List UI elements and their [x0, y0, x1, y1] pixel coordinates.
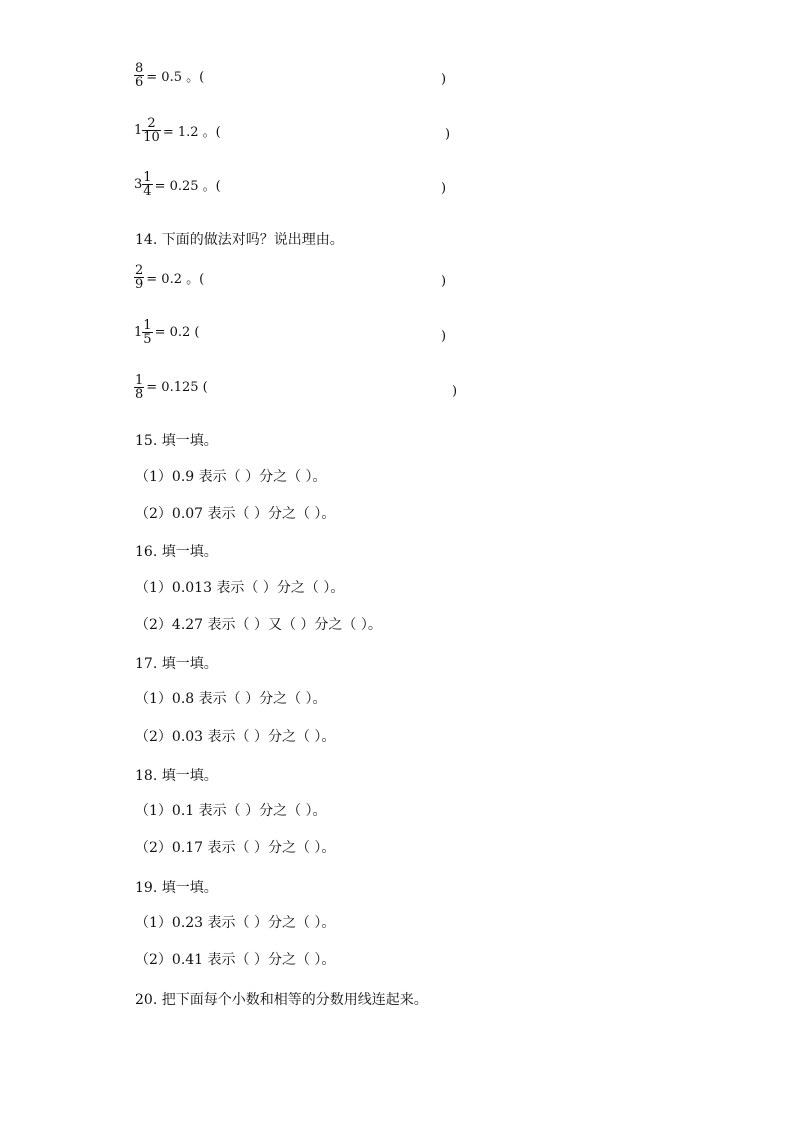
question-18-item-1: （1）0.1 表示（ ）分之（ ）。	[135, 803, 327, 819]
answer-paren-close: )	[441, 329, 447, 344]
denominator: 5	[143, 332, 152, 347]
answer-paren-close: )	[445, 127, 451, 142]
question-17-title: 17. 填一填。	[135, 656, 218, 672]
denominator: 10	[143, 130, 160, 145]
whole-number: 1	[134, 325, 143, 340]
answer-paren-close: )	[441, 72, 447, 87]
numerator: 8	[135, 61, 144, 76]
question-17-item-2: （2）0.03 表示（ ）分之（ ）。	[135, 729, 336, 745]
fraction-statement-2	[134, 117, 221, 144]
fraction	[134, 62, 144, 89]
statement-text: = 0.2 。(	[146, 272, 205, 287]
denominator: 4	[143, 184, 152, 199]
question-19-item-1: （1）0.23 表示（ ）分之（ ）。	[135, 915, 336, 931]
question-18-item-2: （2）0.17 表示（ ）分之（ ）。	[135, 840, 336, 856]
question-20-title: 20. 把下面每个小数和相等的分数用线连起来。	[135, 992, 428, 1008]
question-15-item-2: （2）0.07 表示（ ）分之（ ）。	[135, 506, 336, 522]
whole-number: 3	[134, 177, 143, 192]
denominator: 6	[135, 75, 144, 90]
question-17-item-1: （1）0.8 表示（ ）分之（ ）。	[135, 691, 327, 707]
question-14-title: 14. 下面的做法对吗？说出理由。	[135, 232, 344, 248]
numerator: 2	[135, 263, 144, 278]
numerator: 1	[143, 170, 152, 185]
fraction	[134, 264, 144, 291]
fraction	[142, 319, 152, 346]
statement-text: = 0.25 。(	[154, 179, 221, 194]
fraction	[142, 171, 152, 198]
answer-paren-close: )	[441, 274, 447, 289]
question-19-title: 19. 填一填。	[135, 880, 218, 896]
numerator: 2	[142, 117, 161, 131]
denominator: 9	[135, 277, 144, 292]
question-16-item-2: （2）4.27 表示（ ）又（ ）分之（ ）。	[135, 617, 382, 633]
fraction-statement-3	[134, 171, 221, 198]
answer-paren-close: )	[452, 384, 458, 399]
statement-text: = 0.125 (	[146, 380, 208, 395]
fraction-statement-4	[134, 264, 204, 291]
question-15-item-1: （1）0.9 表示（ ）分之（ ）。	[135, 469, 327, 485]
question-16-title: 16. 填一填。	[135, 544, 218, 560]
fraction	[142, 117, 161, 144]
numerator: 1	[143, 318, 152, 333]
fraction-statement-5	[134, 319, 199, 346]
statement-text: = 1.2 。(	[162, 125, 221, 140]
fraction-statement-1	[134, 62, 204, 89]
question-19-item-2: （2）0.41 表示（ ）分之（ ）。	[135, 952, 336, 968]
question-18-title: 18. 填一填。	[135, 768, 218, 784]
statement-text: = 0.2 (	[154, 325, 200, 340]
numerator: 1	[135, 373, 144, 388]
fraction	[134, 374, 144, 401]
whole-number: 1	[134, 123, 143, 138]
statement-text: = 0.5 。(	[146, 70, 205, 85]
question-15-title: 15. 填一填。	[135, 433, 218, 449]
denominator: 8	[135, 387, 144, 402]
answer-paren-close: )	[441, 181, 447, 196]
fraction-statement-6	[134, 374, 208, 401]
question-16-item-1: （1）0.013 表示（ ）分之（ ）。	[135, 580, 345, 596]
